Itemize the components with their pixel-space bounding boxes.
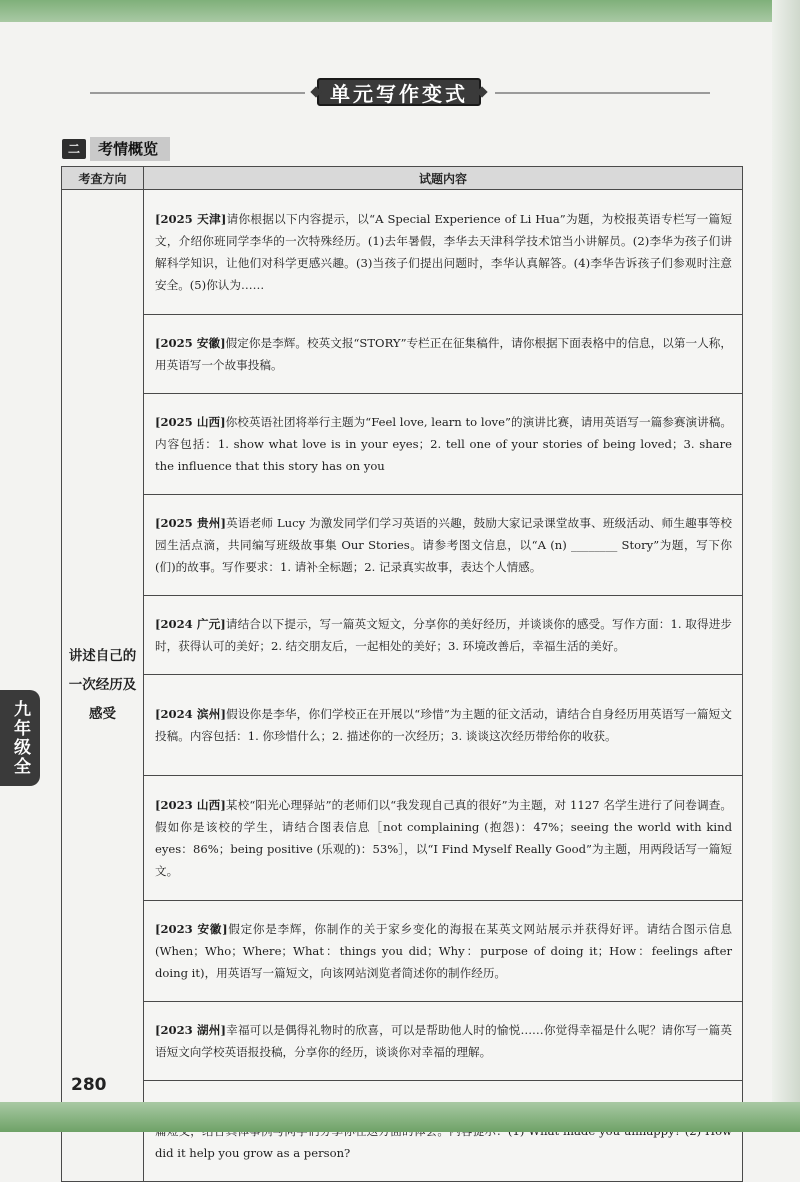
table-row <box>62 901 743 1002</box>
question-item <box>144 394 743 495</box>
question-source: [2025 贵州] <box>155 516 226 530</box>
question-item <box>144 901 743 1002</box>
question-text: 某校“阳光心理驿站”的老师们以“我发现自己真的很好”为主题，对 1127 名学生进行了问卷调查。假如你是该校的学生，请结合图表信息［not complaining (抱怨)：47%；seeing the world with kind eyes：86%；being positive (乐观的)：53%］，以“I Find Myself Really Good”为主题，用两段话写一篇短文。 <box>155 798 732 878</box>
header-direction: 考查方向 <box>62 167 144 190</box>
question-text: 请结合以下提示，写一篇英文短文，分享你的美好经历，并谈谈你的感受。写作方面：1. 取得进步时，获得认可的美好；2. 结交朋友后，一起相处的美好；3. 环境改善后，幸福生活的美好。 <box>155 617 732 653</box>
exam-overview-table <box>61 166 743 1182</box>
question-text: 假设你是李华，你们学校正在开展以“珍惜”为主题的征文活动，请结合自身经历用英语写一篇短文投稿。内容包括：1. 你珍惜什么；2. 描述你的一次经历；3. 谈谈这次经历带给你的收获。 <box>155 707 733 743</box>
grade-side-tab: 九年级全 <box>0 690 40 786</box>
question-source: [2023 湖州] <box>155 1023 226 1037</box>
title-rule-right <box>495 92 710 94</box>
title-rule-left <box>90 92 305 94</box>
question-text: 你校英语社团将举行主题为“Feel love, learn to love”的演讲比赛，请用英语写一篇参赛演讲稿。内容包括：1. show what love is in your eyes；2. tell one of your stories of being loved；3. share the influence that this story has on you <box>155 415 732 473</box>
question-text: 假定你是李辉。校英文报“STORY”专栏正在征集稿件，请你根据下面表格中的信息，以第一人称，用英语写一个故事投稿。 <box>155 336 732 372</box>
right-edge-band <box>772 0 800 1132</box>
question-item <box>144 675 743 776</box>
question-source: [2023 山西] <box>155 798 226 812</box>
table-row <box>62 315 743 394</box>
section-title: 考情概览 <box>90 137 170 161</box>
table-header-row <box>62 167 743 190</box>
section-heading <box>62 136 170 162</box>
table-row <box>62 776 743 901</box>
top-color-band <box>0 0 800 22</box>
table-row <box>62 495 743 596</box>
question-source: [2024 广元] <box>155 617 226 631</box>
question-text: 英语老师 Lucy 为激发同学们学习英语的兴趣，鼓励大家记录课堂故事、班级活动、师生趣事等校园生活点滴，共同编写班级故事集 Our Stories。请参考图文信息，以“A (n) ________ Story”为题，写下你(们)的故事。写作要求：1. 请补全标题；2. 记录真实故事，表达个人情感。 <box>155 516 732 574</box>
table-row <box>62 394 743 495</box>
page-title-banner <box>90 78 710 108</box>
direction-cell: 讲述自己的一次经历及感受 <box>62 190 144 1182</box>
table-row <box>62 675 743 776</box>
question-item <box>144 1002 743 1081</box>
question-item <box>144 190 743 315</box>
question-source: [2024 滨州] <box>155 707 226 721</box>
bottom-color-band <box>0 1102 800 1132</box>
table-row <box>62 190 743 315</box>
page-title: 单元写作变式 <box>317 78 481 106</box>
question-source: [2023 安徽] <box>155 922 228 936</box>
question-source: [2025 天津] <box>155 212 227 226</box>
section-number-icon: 二 <box>62 139 86 159</box>
page-number: 280 <box>71 1075 107 1095</box>
table-row <box>62 1002 743 1081</box>
question-text: 幸福可以是偶得礼物时的欣喜，可以是帮助他人时的愉悦……你觉得幸福是什么呢？请你写一篇英语短文向学校英语报投稿，分享你的经历，谈谈你对幸福的理解。 <box>155 1023 732 1059</box>
question-text: did it help you grow as a person? <box>155 1146 351 1160</box>
question-text: 请你根据以下内容提示，以“A Special Experience of Li Hua”为题，为校报英语专栏写一篇短文，介绍你班同学李华的一次特殊经历。(1)去年暑假，李华去天津科学技术馆当小讲解员。(2)李华为孩子们讲解科学知识，让他们对科学更感兴趣。(3)当孩子们提出问题时，李华认真解答。(4)李华告诉孩子们参观时注意安全。(5)你认为…… <box>155 212 732 292</box>
question-item <box>144 495 743 596</box>
question-item <box>144 596 743 675</box>
question-item <box>144 315 743 394</box>
question-text: 假定你是李辉，你制作的关于家乡变化的海报在某英文网站展示并获得好评。请结合图示信息 (When；Who；Where；What：things you did；Why：purpose of doing it；How：feelings after doing it)，用英语写一篇短文，向该网站浏览者简述你的制作经历。 <box>155 922 732 980</box>
table-row <box>62 596 743 675</box>
question-source: [2025 安徽] <box>155 336 226 350</box>
question-item <box>144 776 743 901</box>
header-content: 试题内容 <box>144 167 743 190</box>
question-source: [2025 山西] <box>155 415 226 429</box>
